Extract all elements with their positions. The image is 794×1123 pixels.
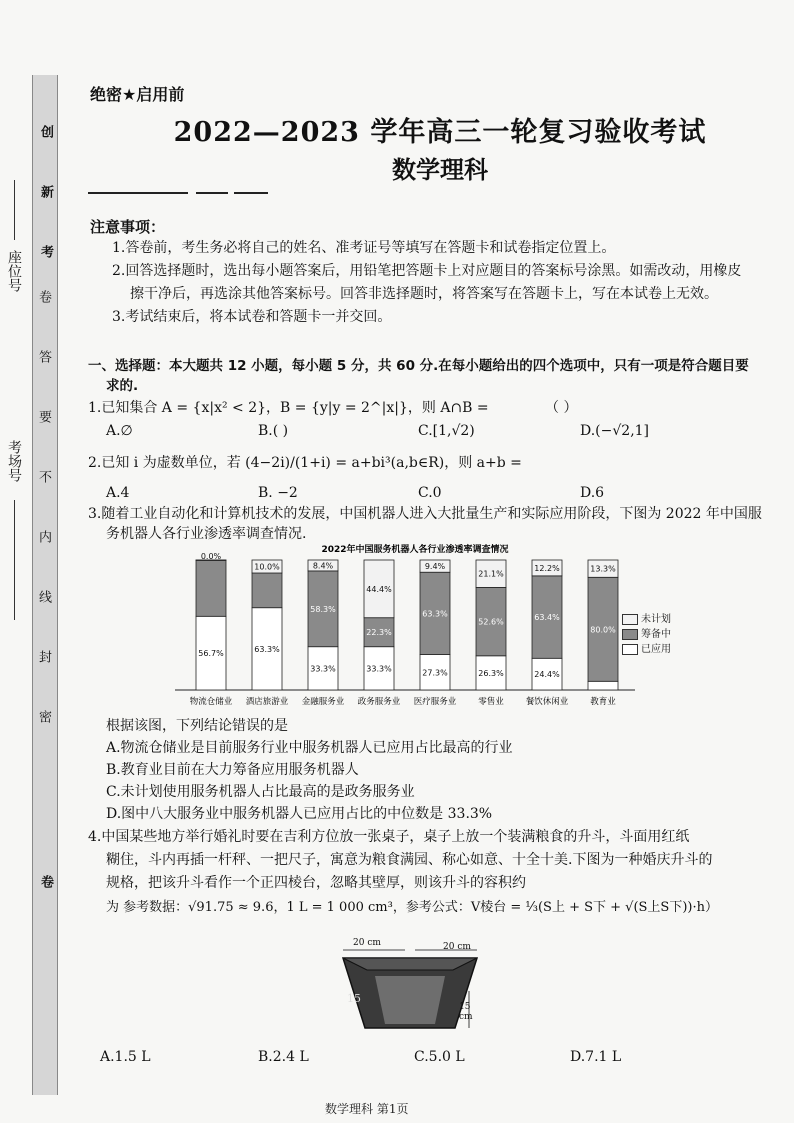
exam-room-label: 考场号 xyxy=(6,440,22,482)
chart-title: 2022年中国服务机器人各行业渗透率调查情况 xyxy=(321,545,509,555)
q4-stem: 4.中国某些地方举行婚礼时要在吉利方位放一张桌子，桌子上放一个装满粮食的升斗，斗面用红纸 xyxy=(88,829,690,845)
q4-option-c: C.5.0 L xyxy=(414,1049,465,1065)
q3-option-d: D.图中八大服务业中服务机器人已应用占比的中位数是 33.3% xyxy=(106,806,493,822)
strip-label: 考 xyxy=(38,245,53,258)
confidential-mark: 绝密★启用前 xyxy=(90,85,185,104)
category-label: 金融服务业 xyxy=(301,697,345,707)
data-label: 27.3% xyxy=(422,668,448,678)
strip-label: 创 xyxy=(38,125,53,138)
data-label: 44.4% xyxy=(366,584,392,594)
q3-stem: 3.随着工业自动化和计算机技术的发展，中国机器人进入大批量生产和实际应用阶段，下图为 2022 年中国服 xyxy=(88,506,762,522)
q2-option-c: C.0 xyxy=(418,485,442,501)
seal-char: 不 xyxy=(36,470,51,483)
notice-item: 1.答卷前，考生务必将自己的姓名、准考证号等填写在答题卡和试卷指定位置上。 xyxy=(112,240,616,256)
legend-label: 已应用 xyxy=(641,644,671,655)
q1-option-d: D.(−√2,1] xyxy=(580,423,650,439)
data-label: 24.4% xyxy=(534,670,560,680)
legend-swatch xyxy=(622,614,638,625)
q4-option-d: D.7.1 L xyxy=(570,1049,622,1065)
data-label: 33.3% xyxy=(366,664,392,674)
data-label: 52.6% xyxy=(478,617,504,627)
data-label: 63.4% xyxy=(534,613,560,623)
q1-stem: 1.已知集合 A = {x|x² < 2}，B = {y|y = 2^|x|}，则 A∩B = xyxy=(88,400,489,416)
q3-option-a: A.物流仓储业是目前服务行业中服务机器人已应用占比最高的行业 xyxy=(106,740,513,756)
category-label: 酒店旅游业 xyxy=(245,697,289,707)
data-label: 21.1% xyxy=(478,569,504,579)
data-label: 22.3% xyxy=(366,628,392,638)
data-label: 63.3% xyxy=(254,644,280,654)
q1-option-c: C.[1,√2) xyxy=(418,423,475,439)
dim-top-right: 20 cm xyxy=(443,942,471,952)
legend-label: 未计划 xyxy=(641,614,671,625)
seal-char: 封 xyxy=(36,650,51,663)
seal-char: 答 xyxy=(36,350,51,363)
bar-segment xyxy=(252,573,282,608)
seal-char: 线 xyxy=(36,590,51,603)
seal-char: 内 xyxy=(36,530,51,543)
q3-stem-cont: 务机器人各行业渗透率调查情况. xyxy=(106,526,307,542)
dim-side-right: 15 cm xyxy=(459,1002,473,1022)
legend-item xyxy=(622,642,671,657)
data-label: 80.0% xyxy=(590,625,616,635)
q2-stem: 2.已知 i 为虚数单位，若 (4−2i)/(1+i) = a+bi³(a,b∈R)，则 a+b = xyxy=(88,455,522,471)
data-label: 33.3% xyxy=(310,664,336,674)
divider xyxy=(88,192,268,194)
chart-svg xyxy=(175,540,655,710)
data-label: 26.3% xyxy=(478,668,504,678)
q3-prompt: 根据该图，下列结论错误的是 xyxy=(106,718,288,734)
data-label: 0.0% xyxy=(200,552,222,561)
q1-option-b: B.( ) xyxy=(258,423,289,439)
data-label: 58.3% xyxy=(310,604,336,614)
q2-option-d: D.6 xyxy=(580,485,605,501)
section-heading-cont: 求的. xyxy=(106,378,139,394)
category-label: 餐饮休闲业 xyxy=(525,697,569,707)
data-label: 10.0% xyxy=(254,562,280,572)
q3-option-b: B.教育业目前在大力筹备应用服务机器人 xyxy=(106,762,359,778)
seal-char: 卷 xyxy=(36,290,51,303)
legend-swatch xyxy=(622,644,638,655)
strip-label: 卷 xyxy=(38,875,53,888)
category-label: 政务服务业 xyxy=(357,697,401,707)
bar-segment xyxy=(196,560,226,616)
bar-segment xyxy=(588,681,618,690)
category-label: 零售业 xyxy=(478,697,504,707)
seal-char: 要 xyxy=(36,410,51,423)
legend-item xyxy=(622,612,671,627)
legend-swatch xyxy=(622,629,638,640)
notice-item: 3.考试结束后，将本试卷和答题卡一并交回。 xyxy=(112,309,392,325)
dim-top-left: 20 cm xyxy=(353,938,381,948)
exam-title: 2022—2023 学年高三一轮复习验收考试 xyxy=(173,117,707,148)
q4-formula: 为 参考数据：√91.75 ≈ 9.6，1 L = 1 000 cm³，参考公式：V棱台 = ⅓(S上 + S下 + √(S上S下))·h） xyxy=(106,900,718,915)
q4-stem-cont: 规格，把该升斗看作一个正四棱台，忽略其壁厚，则该升斗的容积约 xyxy=(106,875,526,891)
seal-char: 密 xyxy=(36,710,51,723)
q1-answer-paren: （ ） xyxy=(545,400,578,416)
seat-number-label: 座位号 xyxy=(6,250,22,292)
strip-label: 新 xyxy=(38,185,53,198)
section-heading: 一、选择题：本大题共 12 小题，每小题 5 分，共 60 分.在每小题给出的四个选项中，只有一项是符合题目要 xyxy=(88,358,749,374)
notice-item: 擦干净后，再选涂其他答案标号。回答非选择题时，将答案写在答题卡上，写在本试卷上无效。 xyxy=(130,286,718,302)
q4-option-a: A.1.5 L xyxy=(100,1049,151,1065)
category-label: 医疗服务业 xyxy=(413,697,457,707)
q4-stem-cont: 糊住，斗内再插一杆秤、一把尺子，寓意为粮食满园、称心如意、十全十美.下图为一种婚庆升斗的 xyxy=(106,852,713,868)
legend-label: 筹备中 xyxy=(641,629,671,640)
q3-option-c: C.未计划使用服务机器人占比最高的是政务服务业 xyxy=(106,784,415,800)
page-footer: 数学理科 第1页 xyxy=(325,1102,409,1116)
data-label: 63.3% xyxy=(422,609,448,619)
data-label: 8.4% xyxy=(312,561,334,571)
data-label: 12.2% xyxy=(534,563,560,573)
dou-svg xyxy=(335,936,485,1046)
field-line xyxy=(14,180,15,240)
notice-item: 2.回答选择题时，选出每小题答案后，用铅笔把答题卡上对应题目的答案标号涂黑。如需改动，用橡皮 xyxy=(112,263,742,279)
legend-item xyxy=(622,627,671,642)
data-label: 56.7% xyxy=(198,649,224,659)
q2-option-a: A.4 xyxy=(106,485,130,501)
chart-legend xyxy=(622,612,671,657)
data-label: 13.3% xyxy=(590,564,616,574)
notice-heading: 注意事项： xyxy=(90,218,166,236)
data-label: 9.4% xyxy=(424,562,446,572)
q4-option-b: B.2.4 L xyxy=(258,1049,309,1065)
penetration-chart xyxy=(175,540,655,710)
q1-option-a: A.∅ xyxy=(106,423,133,439)
dim-side-left: 15 xyxy=(347,992,361,1005)
binding-strip xyxy=(32,75,58,1095)
dou-figure xyxy=(335,936,485,1046)
exam-subject: 数学理科 xyxy=(392,156,488,184)
q2-option-b: B. −2 xyxy=(258,485,298,501)
category-label: 教育业 xyxy=(590,697,616,707)
field-line xyxy=(14,500,15,620)
category-label: 物流仓储业 xyxy=(189,697,233,707)
